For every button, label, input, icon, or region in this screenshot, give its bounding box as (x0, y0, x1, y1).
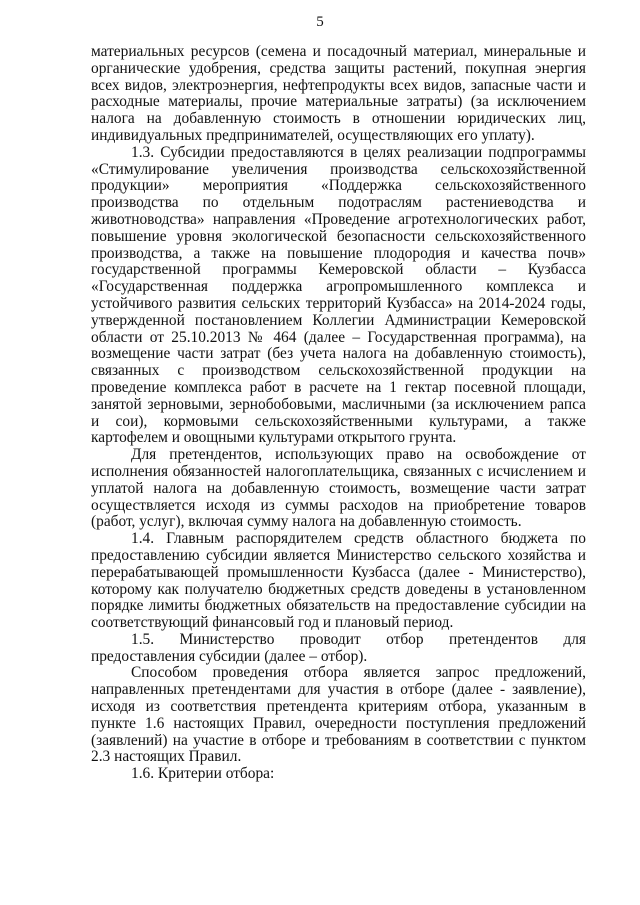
paragraph-vat-exemption: Для претендентов, использующих право на освобождение от исполнения обязанностей налогоплательщика, связанных с исчислением и уплатой налога на добавленную стоимость, возмещение части затрат осуществляется исходя из суммы расходов на приобретение товаров (работ, услуг), включая сумму налога на добавленную стоимость. (91, 446, 586, 531)
paragraph-materials-continuation: материальных ресурсов (семена и посадочный материал, минеральные и органические удобрения, средства защиты растений, покупная энергия всех видов, электроэнергия, нефтепродукты всех видов, запасные части и расходные материалы, прочие материальные затраты) (за исключением налога на добавленную стоимость в отношении юридических лиц, индивидуальных предпринимателей, осуществляющих его уплату). (91, 43, 586, 144)
paragraph-1-5: 1.5. Министерство проводит отбор претендентов для предоставления субсидии (далее – отбор). (91, 630, 586, 665)
paragraph-1-3: 1.3. Субсидии предоставляются в целях реализации подпрограммы «Стимулирование увеличения производства сельскохозяйственной продукции» мероприятия «Поддержка сельскохозяйственного производства по отдельным подотраслям растениеводства и животноводства» направления «Проведение агротехнологических работ, повышение уровня экологической безопасности сельскохозяйственного производства, а также на повышение плодородия и качества почв» государственной программы Кемеровской области – Кузбасса «Государственная поддержка агропромышленного комплекса и устойчивого развития сельских территорий Кузбасса» на 2014-2024 годы, утвержденной постановлением Коллегии Администрации Кемеровской области от 25.10.2013 № 464 (далее – Государственная программа), на возмещение части затрат (без учета налога на добавленную стоимость), связанных с производством сельскохозяйственной продукции на проведение комплекса работ в расчете на 1 гектар посевной площади, занятой зерновыми, зернобобовыми, масличными (за исключением рапса и сои), кормовыми сельскохозяйственными культурами, а также картофелем и овощными культурами открытого грунта. (91, 143, 586, 447)
page-number: 5 (316, 14, 324, 30)
paragraph-selection-method: Способом проведения отбора является запрос предложений, направленных претендентами для участия в отборе (далее - заявление), исходя из соответствия претендента критериям отбора, указанным в пункте 1.6 настоящих Правил, очередности поступления предложений (заявлений) на участие в отборе и требованиям в соответствии с пунктом 2.3 настоящих Правил. (91, 664, 586, 766)
paragraph-1-4: 1.4. Главным распорядителем средств областного бюджета по предоставлению субсидии является Министерство сельского хозяйства и перерабатывающей промышленности Кузбасса (далее - Министерство), которому как получателю бюджетных средств доведены в установленном порядке лимиты бюджетных обязательств на предоставление субсидии на соответствующий финансовый год и плановый период. (91, 530, 586, 632)
paragraph-1-6: 1.6. Критерии отбора: (131, 765, 275, 783)
document-body (91, 44, 586, 783)
